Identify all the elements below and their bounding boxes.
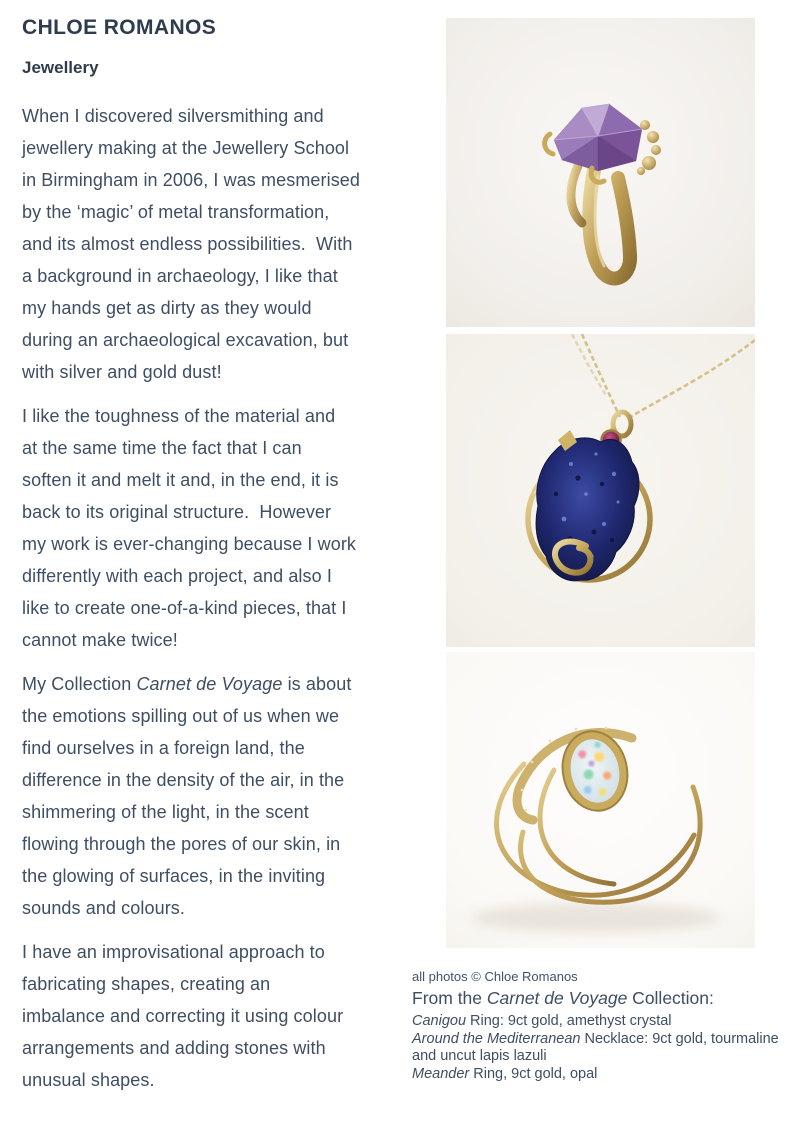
photo-mediterranean-necklace	[446, 334, 755, 647]
caption-meander-ring: Meander Ring, 9ct gold, opal	[412, 1065, 598, 1082]
bio-paragraph-4: I have an improvisational approach to fabricating shapes, creating an imbalance and correcting it using colour arrangements and adding stones with unusual shapes.	[22, 942, 344, 1090]
bio-paragraph-3: My Collection Carnet de Voyage is about the emotions spilling out of us when we find ourselves in a foreign land, the difference in the density of the air, in the shimmering of the light, in the scent flowing through the pores of our skin, in the glowing of surfaces, in the inviting sounds and colours.	[22, 674, 352, 918]
page-title: CHLOE ROMANOS	[22, 16, 217, 39]
caption-list	[412, 1013, 800, 1083]
bio-paragraph-1: When I discovered silversmithing and jewellery making at the Jewellery School in Birmingham in 2006, I was mesmerised by the ‘magic’ of metal transformation, and its almost endless possibilities. With a background in archaeology, I like that my hands get as dirty as they would during an archaeological excavation, but with silver and gold dust!	[22, 106, 361, 382]
meander-ring-image	[446, 652, 755, 948]
caption-canigou-ring: Canigou Ring: 9ct gold, amethyst crystal	[412, 1013, 672, 1029]
collection-caption-heading: From the Carnet de Voyage Collection:	[412, 988, 714, 1008]
photo-meander-ring	[446, 652, 755, 948]
canigou-ring-image	[446, 18, 755, 327]
caption-mediterranean-necklace: Around the Mediterranean Necklace: 9ct gold, tourmaline and uncut lapis lazuli	[412, 1030, 779, 1064]
mediterranean-necklace-image	[446, 334, 755, 647]
bio-paragraph-2: I like the toughness of the material and at the same time the fact that I can soften it and melt it and, in the end, it is back to its original structure. However my work is ever-changing because I work differently with each project, and also I like to create one-of-a-kind pieces, that I cannot make twice!	[22, 406, 357, 650]
photo-canigou-ring	[446, 18, 755, 327]
page-subtitle: Jewellery	[22, 58, 99, 77]
photo-credit: all photos © Chloe Romanos	[412, 969, 578, 984]
